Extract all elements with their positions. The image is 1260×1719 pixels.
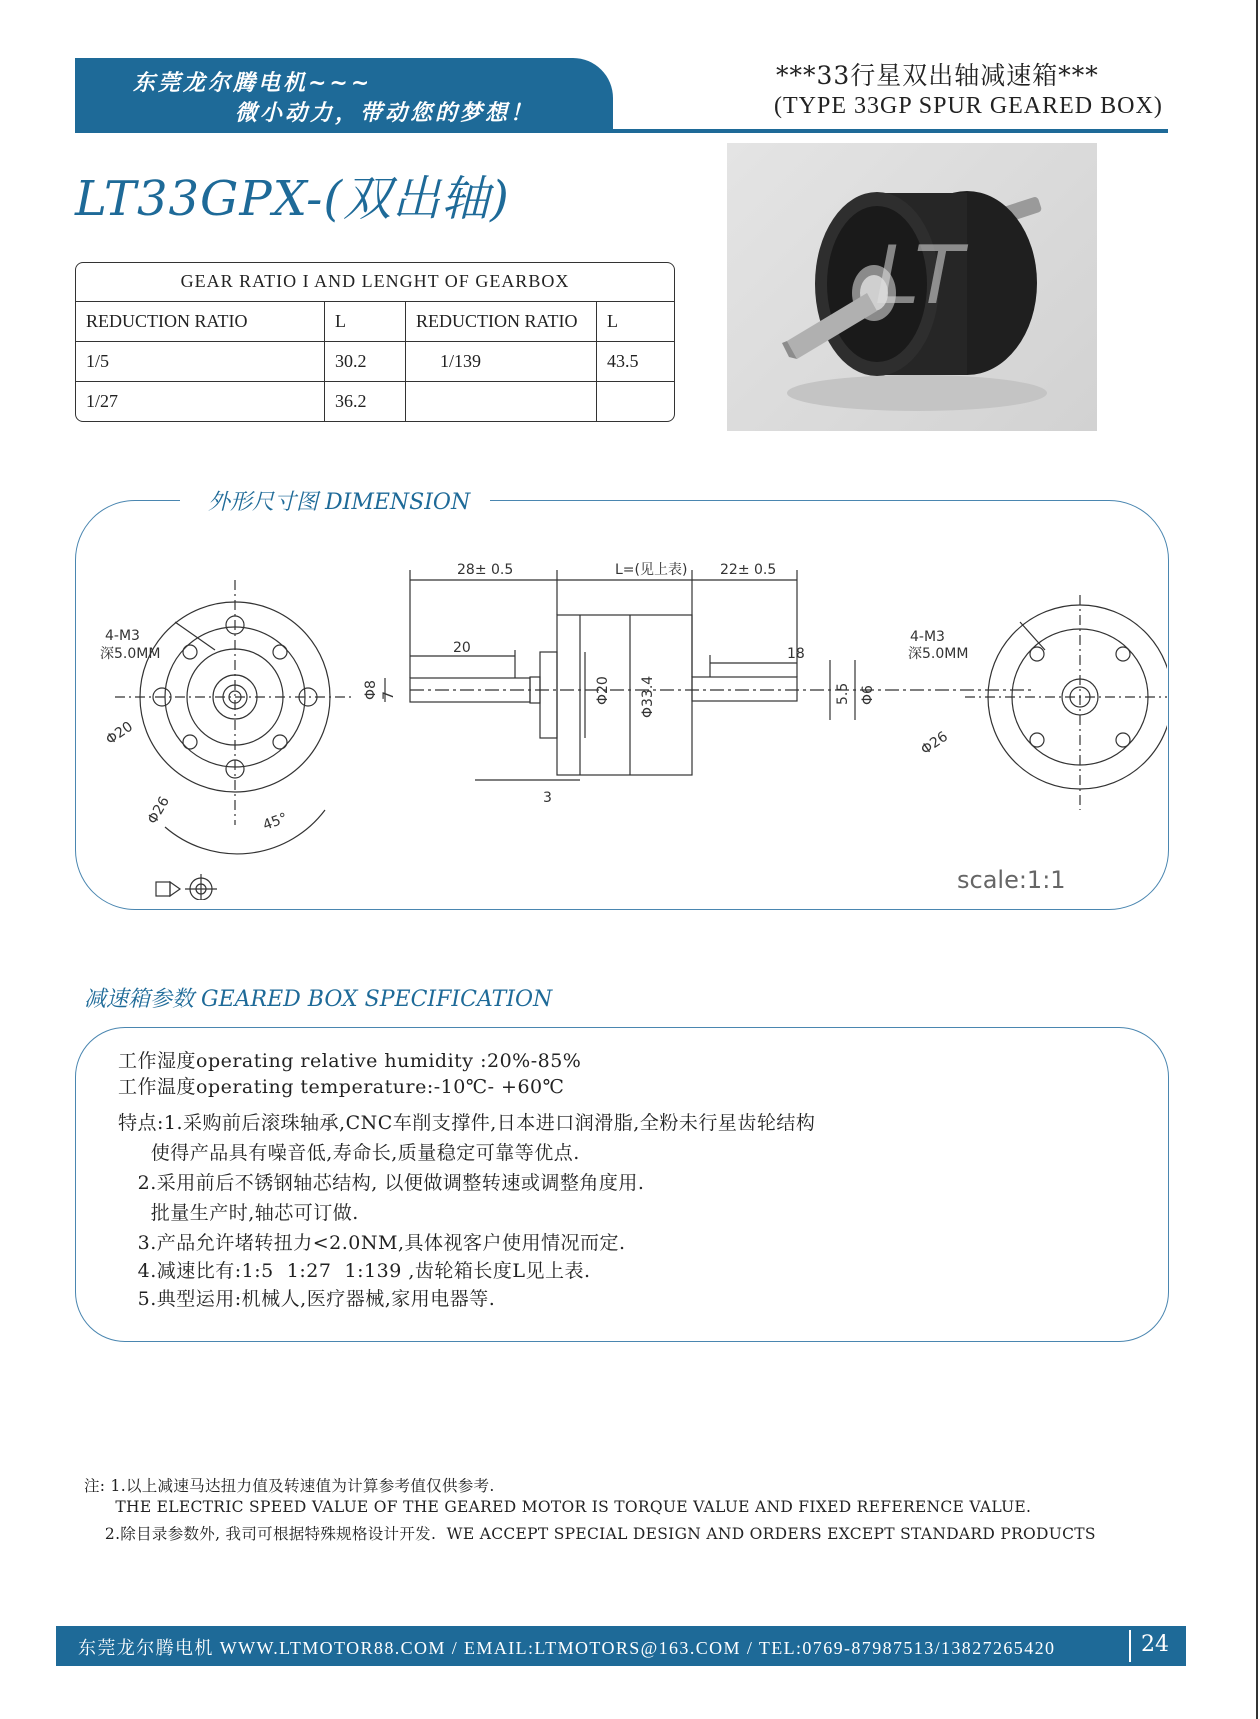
table-cell: [406, 381, 597, 421]
dim-28: 28± 0.5: [457, 562, 514, 578]
spec-line: 工作湿度operating relative humidity :20%-85%: [118, 1050, 582, 1072]
table-caption: GEAR RATIO I AND LENGHT OF GEARBOX: [76, 263, 674, 301]
spec-line: 3.产品允许堵转扭力<2.0NM,具体视客户使用情况而定.: [118, 1232, 626, 1254]
table-cell: 30.2: [325, 341, 406, 381]
table-cell: 1/5: [76, 341, 325, 381]
footer-contact: 东莞龙尔腾电机 WWW.LTMOTOR88.COM / EMAIL:LTMOTORS@163.COM / TEL:0769-87987513/13827265420: [78, 1638, 1056, 1658]
page-number: 24: [1141, 1632, 1169, 1657]
dim-phi26: Φ26: [144, 794, 173, 827]
dim-phi20b: Φ20: [595, 676, 611, 705]
dim-20: 20: [453, 640, 471, 656]
dim-5-5: 5.5: [835, 682, 851, 705]
scale-label: scale:1:1: [957, 866, 1066, 894]
dim-L: L=(见上表): [615, 562, 688, 578]
model-title: LT33GPX-(双出轴): [75, 171, 510, 227]
dim-left-holes: 4-M3: [105, 628, 140, 644]
dim-phi6: Φ6: [860, 685, 876, 705]
table-cell: 43.5: [597, 341, 675, 381]
spec-line: 使得产品具有噪音低,寿命长,质量稳定可靠等优点.: [118, 1142, 580, 1164]
spec-line: 4.减速比有:1:5 1:27 1:139 ,齿轮箱长度L见上表.: [118, 1260, 591, 1282]
dim-phi33: Φ33.4: [640, 675, 656, 718]
dim-phi8: Φ8: [363, 680, 379, 700]
spec-line: 批量生产时,轴芯可订做.: [118, 1202, 359, 1224]
header-title-en: (TYPE 33GP SPUR GEARED BOX): [774, 93, 1163, 119]
note-line: 注: 1.以上减速马达扭力值及转速值为计算参考值仅供参考.: [84, 1477, 495, 1495]
spec-line: 2.采用前后不锈钢轴芯结构, 以便做调整转速或调整角度用.: [118, 1172, 645, 1194]
footer-bar: [56, 1626, 1186, 1666]
table-row: [76, 341, 674, 381]
gear-ratio-table: [75, 262, 675, 422]
photo-watermark: LT: [875, 229, 964, 322]
footer-divider: [1129, 1630, 1131, 1662]
spec-line: 5.典型运用:机械人,医疗器械,家用电器等.: [118, 1288, 496, 1310]
dimension-drawing: [75, 540, 1167, 900]
spec-line: 工作温度operating temperature:-10℃- +60℃: [118, 1076, 565, 1098]
note-line: 2.除目录参数外, 我司可根据特殊规格设计开发. WE ACCEPT SPECIAL DESIGN AND ORDERS EXCEPT STANDARD PRODUCTS: [84, 1525, 1096, 1543]
dim-right-holes: 4-M3: [910, 629, 945, 645]
dim-7: 7: [381, 691, 397, 700]
table-header: REDUCTION RATIO: [406, 301, 597, 341]
dim-3: 3: [543, 790, 552, 806]
page-edge-line: [1256, 0, 1258, 1719]
header-rule: [75, 129, 1168, 133]
dim-phi20: Φ20: [103, 718, 136, 749]
note-line: THE ELECTRIC SPEED VALUE OF THE GEARED MOTOR IS TORQUE VALUE AND FIXED REFERENCE VALUE.: [84, 1498, 1032, 1516]
table-header: L: [325, 301, 406, 341]
dim-angle: 45°: [260, 810, 290, 834]
company-slogan: 微小动力，带动您的梦想！: [235, 100, 536, 126]
table-cell: [597, 381, 675, 421]
table-cell: 1/27: [76, 381, 325, 421]
dim-right-phi26: Φ26: [918, 728, 951, 759]
spec-line: 特点:1.采购前后滚珠轴承,CNC车削支撑件,日本进口润滑脂,全粉未行星齿轮结构: [118, 1112, 816, 1134]
product-photo: [727, 143, 1097, 431]
table-cell: 1/139: [406, 341, 597, 381]
table-header: L: [597, 301, 675, 341]
spec-heading: 减速箱参数 GEARED BOX SPECIFICATION: [84, 987, 553, 1012]
dim-18: 18: [787, 646, 805, 662]
dim-right-depth: 深5.0MM: [908, 646, 969, 662]
table-row: [76, 381, 674, 421]
dim-22: 22± 0.5: [720, 562, 777, 578]
table-cell: 36.2: [325, 381, 406, 421]
company-line1: 东莞龙尔腾电机~~~: [133, 70, 373, 96]
header-title-cn: ***33行星双出轴减速箱***: [776, 61, 1099, 90]
dimension-heading: 外形尺寸图 DIMENSION: [208, 490, 471, 515]
table-header: REDUCTION RATIO: [76, 301, 325, 341]
header-banner: [75, 58, 613, 132]
dim-left-depth: 深5.0MM: [100, 646, 161, 662]
